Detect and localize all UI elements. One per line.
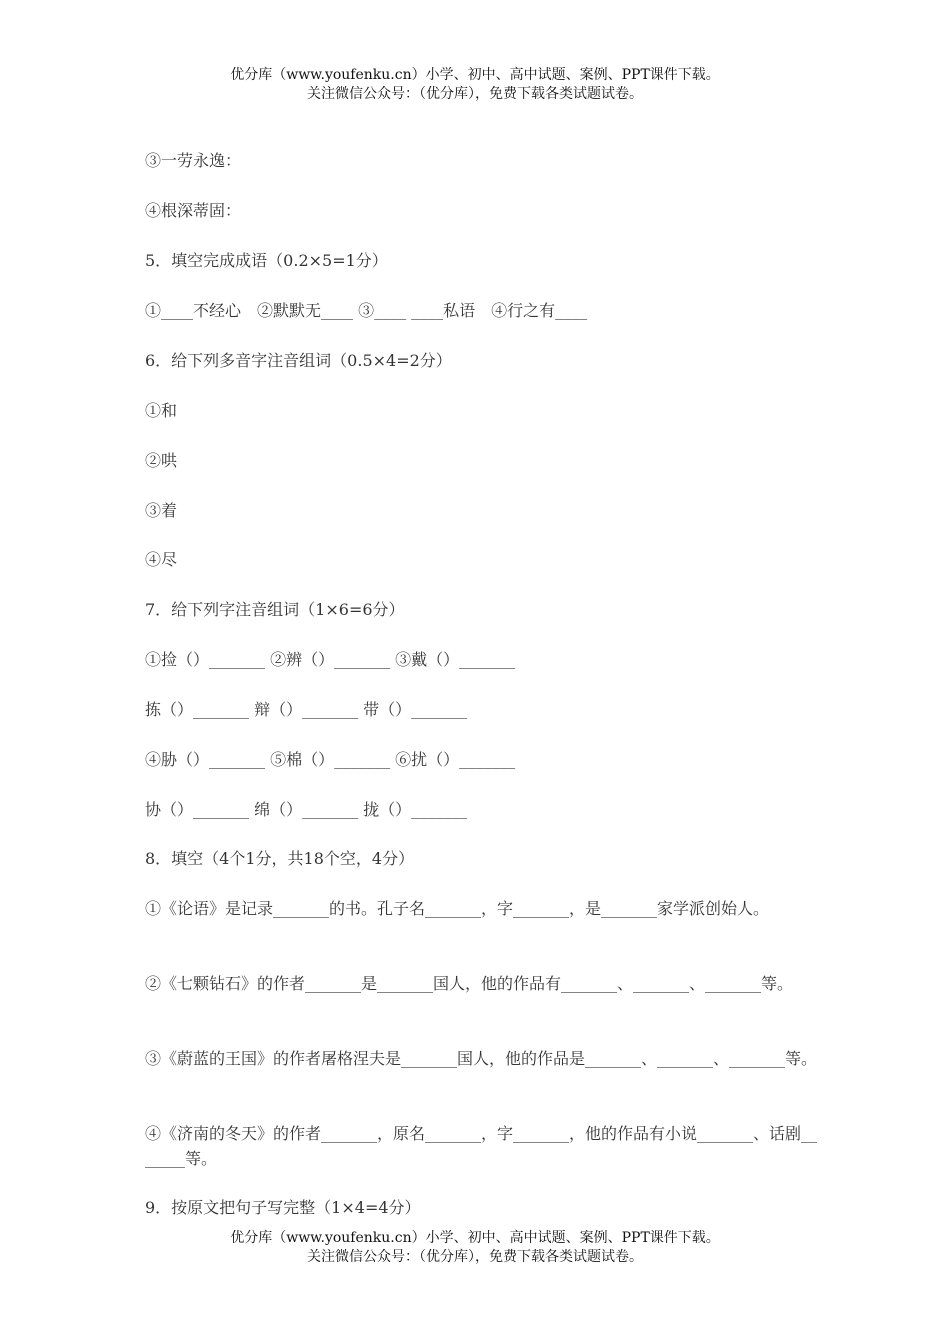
question-8-item-4: ④《济南的冬天》的作者_______，原名_______，字_______，他的作品有小说_______、话剧_______等。 xyxy=(145,1124,818,1168)
question-6-item-4: ④尽 xyxy=(145,550,178,569)
question-7-row-1: ①捡（）_______ ②辨（）_______ ③戴（）_______ xyxy=(145,650,516,669)
question-6-item-1: ①和 xyxy=(145,401,178,420)
page-header xyxy=(0,66,950,104)
footer-line-1: 优分库（www.youfenku.cn）小学、初中、高中试题、案例、PPT课件下载。 xyxy=(230,1230,720,1246)
question-7-title: 7．给下列字注音组词（1×6=6分） xyxy=(145,600,405,619)
question-5-idioms: ①____不经心 ②默默无____ ③____ ____私语 ④行之有____ xyxy=(145,301,588,320)
question-7-row-2: 拣（）_______ 辩（）_______ 带（）_______ xyxy=(145,700,468,719)
question-8-item-3: ③《蔚蓝的王国》的作者屠格涅夫是_______国人，他的作品是_______、_______、_______等。 xyxy=(145,1049,818,1068)
footer-line-2: 关注微信公众号：（优分库），免费下载各类试题试卷。 xyxy=(307,1249,643,1265)
header-line-1: 优分库（www.youfenku.cn）小学、初中、高中试题、案例、PPT课件下载。 xyxy=(230,67,720,83)
question-6-item-3: ③着 xyxy=(145,501,178,520)
page-footer xyxy=(0,1229,950,1267)
item-4-genshen-digu: ④根深蒂固： xyxy=(145,201,242,220)
question-5-title: 5．填空完成成语（0.2×5=1分） xyxy=(145,251,388,270)
question-6-title: 6．给下列多音字注音组词（0.5×4=2分） xyxy=(145,351,452,370)
question-8-title: 8．填空（4个1分，共18个空，4分） xyxy=(145,849,415,868)
question-8-item-1: ①《论语》是记录_______的书。孔子名_______，字_______，是_______家学派创始人。 xyxy=(145,899,770,918)
question-8-item-2: ②《七颗钻石》的作者_______是_______国人，他的作品有_______、_______、_______等。 xyxy=(145,974,794,993)
question-7-row-3: ④胁（）_______ ⑤棉（）_______ ⑥扰（）_______ xyxy=(145,750,516,769)
question-9-title: 9．按原文把句子写完整（1×4=4分） xyxy=(145,1198,421,1217)
question-7-row-4: 协（）_______ 绵（）_______ 拢（）_______ xyxy=(145,800,468,819)
item-3-yilao-yongyi: ③一劳永逸： xyxy=(145,151,242,170)
question-6-item-2: ②哄 xyxy=(145,451,178,470)
header-line-2: 关注微信公众号：（优分库），免费下载各类试题试卷。 xyxy=(307,86,643,102)
